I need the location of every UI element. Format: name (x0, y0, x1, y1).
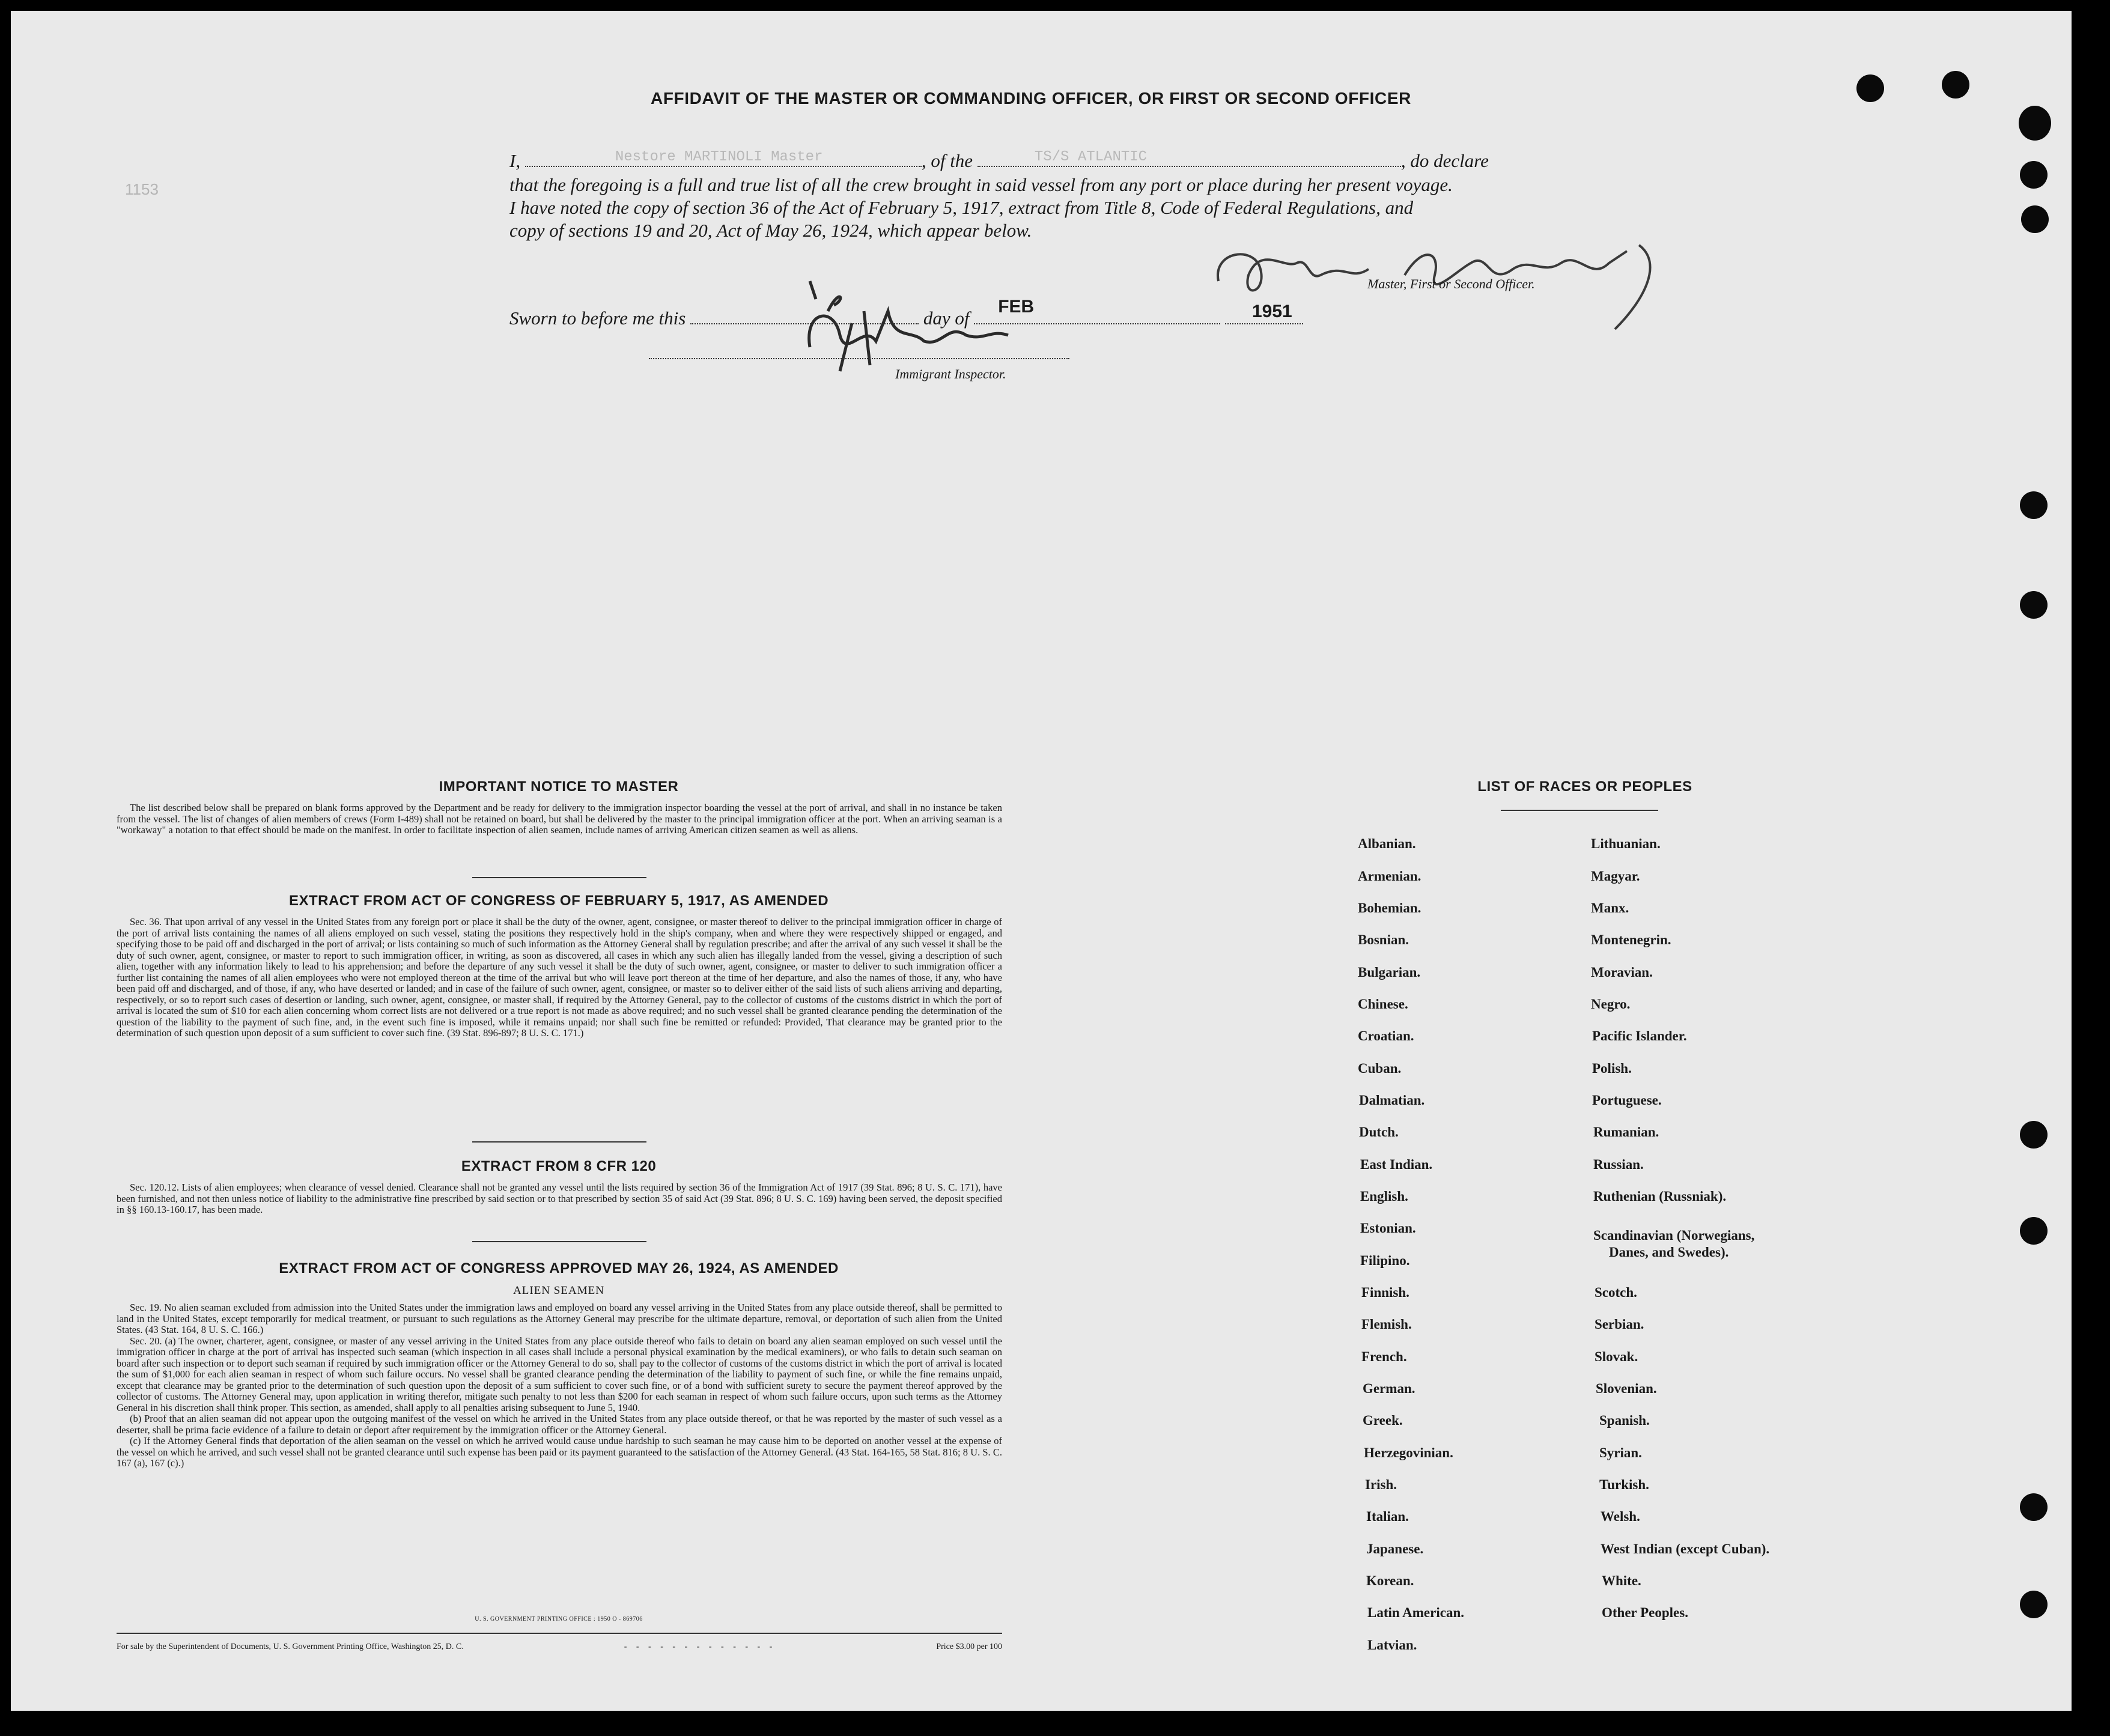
extract-1924-subheading: ALIEN SEAMEN (513, 1284, 604, 1297)
gpo-imprint: U. S. GOVERNMENT PRINTING OFFICE : 1950 O - 869706 (475, 1616, 643, 1622)
day-of-text: day of (923, 308, 970, 329)
inspector-caption: Immigrant Inspector. (895, 366, 1006, 381)
race-item: Latvian. (1367, 1637, 1417, 1653)
document-page (11, 11, 2072, 1711)
extract-cfr-heading: EXTRACT FROM 8 CFR 120 (461, 1158, 657, 1174)
sec-20a-text: Sec. 20. (a) The owner, charterer, agent, consignee, or master of any vessel arriving in the United States from any place outside thereof who fails to detain on board any alien seaman employed on such vessel until the immigration officer in charge at the port of arrival has inspected such seaman (which inspection in all cases shall include a personal physical examination by the medical examiners), or who fails to detain such seaman on board after such inspection or to deport such seaman if required by such immigration officer or the Attorney General to do so, shall pay to the collector of customs of the customs district in which the port of arrival is located the sum of $1,000 for each alien seaman in respect of whom such failure occurs. No vessel shall be granted clearance pending the determination of the liability to payment of such fine, or while the fine remains unpaid, except that clearance may be granted prior to the determination of such question upon the deposit of a sum sufficient to cover such fine, or of a bond with sufficient surety to secure the payment thereof approved by the collector of customs. The Attorney General may, upon application in writing therefor, mitigate such penalty to not less than $200 for each seaman in respect of whom such failure occurs, upon such terms as the Attorney General in his discretion shall think proper. This section, as amended, shall apply to all penalties arising subsequent to June 5, 1940. (117, 1335, 1002, 1413)
race-item: Finnish. (1361, 1285, 1409, 1300)
race-item: Welsh. (1601, 1509, 1640, 1524)
line1-i: I, (509, 150, 521, 171)
punch-hole (2020, 591, 2048, 619)
race-item: Rumanian. (1593, 1124, 1659, 1140)
extract-1924-heading: EXTRACT FROM ACT OF CONGRESS APPROVED MAY 26, 1924, AS AMENDED (279, 1260, 839, 1276)
section-divider (472, 1141, 646, 1143)
race-item: Pacific Islander. (1592, 1028, 1687, 1043)
extract-1917-text: Sec. 36. That upon arrival of any vessel in the United States from any foreign port or place it shall be the duty of the owner, agent, consignee, or master thereof to deliver to the principal immigration officer in charge of the port of arrival lists containing the names of all aliens employed on such vessel, stating the positions they respectively hold in the ship's company, when and where they were respectively shipped or engaged, and specifying those to be paid off and discharged in the port of arrival; or lists containing so much of such information as the Attorney General shall by regulation prescribe; and after the arrival of any such vessel it shall be the duty of such owner, agent, consignee, or master to report to such immigration officer, in writing, as soon as discovered, all cases in which any such alien has illegally landed from the vessel, giving a description of such alien, together with any information likely to lead to his apprehension; and before the departure of any such vessel it shall be the duty of such owner, agent, consignee, or master to deliver to such immigration officer a further list containing the names of all alien employees who were not employed thereon at the time of the arrival but who will leave port thereon at the time of her departure, and also the names of those, if any, who have been paid off and discharged, and of those, if any, who have deserted or landed; and in case of the failure of such owner, agent, consignee, or master so to deliver either of the said lists of such aliens arriving and departing, respectively, or so to report such cases of desertion or landing, such owner, agent, consignee, or master shall, if required by the Attorney General, pay to the collector of customs of the customs district in which the port of arrival is located the sum of $10 for each alien concerning whom correct lists are not delivered or a true report is not made as above required; and no such vessel shall be granted clearance pending the determination of the question of the liability to the payment of such fine, and, in the event such fine is imposed, while it remains unpaid; nor shall such fine be remitted or refunded: Provided, That clearance may be granted prior to the determination of such question upon deposit of a sum sufficient to cover such fine. (39 Stat. 896-897; 8 U. S. C. 171.) (117, 916, 1002, 1039)
extract-1924-body (117, 1302, 1002, 1469)
race-item: Russian. (1593, 1157, 1644, 1172)
footer-dashes: - - - - - - - - - - - - - (624, 1642, 776, 1651)
punch-hole (2019, 106, 2051, 141)
vessel-name-typed: TS/S ATLANTIC (1034, 149, 1148, 165)
race-item: Herzegovinian. (1364, 1445, 1453, 1460)
race-item: Montenegrin. (1591, 932, 1671, 947)
race-item: Japanese. (1366, 1541, 1424, 1556)
punch-hole (1856, 74, 1884, 102)
races-heading: LIST OF RACES OR PEOPLES (1477, 778, 1692, 795)
affidavit-line-3: I have noted the copy of section 36 of the Act of February 5, 1917, extract from Title 8, Code of Federal Regulations, and (509, 197, 1414, 218)
line1-of-the: , of the (921, 150, 973, 171)
race-item: Armenian. (1358, 869, 1421, 884)
race-item: Greek. (1363, 1413, 1403, 1428)
race-item: Turkish. (1599, 1477, 1649, 1492)
master-caption: Master, First or Second Officer. (1367, 276, 1535, 291)
race-item: Polish. (1592, 1061, 1632, 1076)
vessel-name-field (977, 149, 1401, 167)
race-item: Estonian. (1360, 1221, 1416, 1236)
affidavit-line-1 (509, 150, 1489, 172)
race-item: Croatian. (1358, 1028, 1414, 1043)
race-item: Bosnian. (1358, 932, 1409, 947)
race-item: Negro. (1591, 997, 1631, 1012)
sworn-text: Sworn to before me this (509, 308, 686, 329)
race-item: Albanian. (1358, 836, 1416, 851)
race-item: Moravian. (1591, 965, 1653, 980)
race-item: Korean. (1366, 1573, 1414, 1588)
race-item: Italian. (1366, 1509, 1409, 1524)
punch-hole (2020, 1493, 2048, 1521)
inspector-signature (840, 323, 938, 351)
margin-number: 1153 (125, 180, 159, 198)
sec-20b-text: (b) Proof that an alien seaman did not appear upon the outgoing manifest of the vessel on which he arrived in the United States from any place outside thereof, or that he was reported by the master of such vessel as a deserter, shall be prima facie evidence of a failure to detain or deport after requirement by the immigration officer or the Attorney General. (117, 1413, 1002, 1436)
race-item: Slovenian. (1596, 1381, 1657, 1396)
punch-hole (2020, 491, 2048, 519)
footer-price: Price $3.00 per 100 (936, 1642, 1002, 1651)
race-item: Bohemian. (1358, 900, 1421, 915)
race-item: Irish. (1365, 1477, 1397, 1492)
race-item: Latin American. (1367, 1605, 1464, 1620)
race-item: Cuban. (1358, 1061, 1402, 1076)
section-divider (472, 877, 646, 878)
race-item: Filipino. (1360, 1253, 1410, 1268)
race-item: Slovak. (1595, 1349, 1638, 1364)
race-item: West Indian (except Cuban). (1601, 1541, 1770, 1556)
punch-hole (2020, 1121, 2048, 1149)
race-item: Scotch. (1595, 1285, 1637, 1300)
footer-rule (117, 1633, 1002, 1634)
month-stamp: FEB (998, 297, 1035, 317)
race-item: Scandinavian (Norwegians, (1593, 1228, 1755, 1243)
master-name-typed: Nestore MARTINOLI Master (615, 149, 823, 165)
sec-20c-text: (c) If the Attorney General finds that deportation of the alien seaman on the vessel on which he arrived would cause undue hardship to such seaman he may cause him to be deported on another vessel at the expense of the vessel on which he arrived, and such vessel shall not be granted clearance until such expense has been paid or its payment guaranteed to the satisfaction of the Attorney General. (43 Stat. 164-165, 58 Stat. 816; 8 U. S. C. 167 (a), 167 (c).) (117, 1435, 1002, 1469)
master-signature (1248, 240, 1467, 268)
race-item: Syrian. (1599, 1445, 1642, 1460)
race-item: Dutch. (1359, 1124, 1399, 1140)
race-item: Danes, and Swedes). (1609, 1245, 1729, 1260)
section-divider (472, 1241, 646, 1242)
race-item: Magyar. (1591, 869, 1640, 884)
race-item: Portuguese. (1592, 1093, 1662, 1108)
race-item: White. (1602, 1573, 1641, 1588)
inspector-line (649, 358, 1069, 359)
extract-1917-heading: EXTRACT FROM ACT OF CONGRESS OF FEBRUARY 5, 1917, AS AMENDED (288, 893, 829, 909)
affidavit-line-4: copy of sections 19 and 20, Act of May 26, 1924, which appear below. (509, 220, 1032, 241)
sec-19-text: Sec. 19. No alien seaman excluded from admission into the United States under the immigration laws and employed on board any vessel arriving in the United States from any place outside thereof, shall be permitted to land in the United States, except temporarily for medical treatment, or pursuant to such regulations as the Attorney General may prescribe for the ultimate departure, removal, or deportation of such alien from the United States. (43 Stat. 164, 8 U. S. C. 166.) (117, 1302, 1002, 1335)
race-item: Other Peoples. (1602, 1605, 1688, 1620)
line1-declare: , do declare (1400, 150, 1489, 171)
race-item: Lithuanian. (1591, 836, 1661, 851)
race-item: Bulgarian. (1358, 965, 1421, 980)
punch-hole (2020, 161, 2048, 189)
races-heading-rule (1501, 810, 1658, 811)
affidavit-title: AFFIDAVIT OF THE MASTER OR COMMANDING OFFICER, OR FIRST OR SECOND OFFICER (651, 89, 1411, 108)
punch-hole (2020, 1217, 2048, 1245)
race-item: German. (1363, 1381, 1415, 1396)
race-item: Chinese. (1358, 997, 1408, 1012)
notice-heading: IMPORTANT NOTICE TO MASTER (439, 778, 679, 795)
master-name-field (525, 149, 922, 167)
race-item: Flemish. (1361, 1317, 1412, 1332)
punch-hole (2021, 205, 2049, 233)
notice-text: The list described below shall be prepared on blank forms approved by the Department and be ready for delivery to the immigration inspector boarding the vessel at the port of arrival, and shall in no instance be taken from the vessel. The list of changes of alien members of crews (Form I-489) shall not be retained on board, but shall be delivered by the master to the principal immigration officer at the port. When an arriving seaman is a "workaway" a notation to that effect should be made on the manifest. In order to facilitate inspection of alien seamen, include names of arriving American citizen seamen as well as aliens. (117, 802, 1002, 836)
punch-hole (1942, 71, 1969, 99)
year-field (1225, 302, 1303, 324)
race-item: Ruthenian (Russniak). (1593, 1189, 1727, 1204)
year-stamp: 1951 (1251, 302, 1292, 321)
race-item: Dalmatian. (1359, 1093, 1425, 1108)
affidavit-line-2: that the foregoing is a full and true list of all the crew brought in said vessel from any port or place during her present voyage. (509, 174, 1453, 195)
extract-cfr-text: Sec. 120.12. Lists of alien employees; when clearance of vessel denied. Clearance shall not be granted any vessel until the lists required by section 36 of the Immigration Act of 1917 (39 Stat. 896; 8 U. S. C. 171), have been furnished, and not then unless notice of liability to the administrative fine prescribed by said section or to that prescribed by section 35 of said Act (39 Stat. 896; 8 U. S. C. 169) having been served, the deposit specified in §§ 160.13-160.17, has been made. (117, 1182, 1002, 1215)
race-item: East Indian. (1360, 1157, 1433, 1172)
footer-sale-text: For sale by the Superintendent of Documents, U. S. Government Printing Office, Washington 25, D. C. (117, 1642, 464, 1651)
race-item: Manx. (1591, 900, 1629, 915)
race-item: French. (1361, 1349, 1407, 1364)
footer-line (117, 1642, 1002, 1652)
punch-hole (2020, 1591, 2048, 1618)
race-item: English. (1360, 1189, 1408, 1204)
race-item: Spanish. (1599, 1413, 1650, 1428)
race-item: Serbian. (1595, 1317, 1644, 1332)
